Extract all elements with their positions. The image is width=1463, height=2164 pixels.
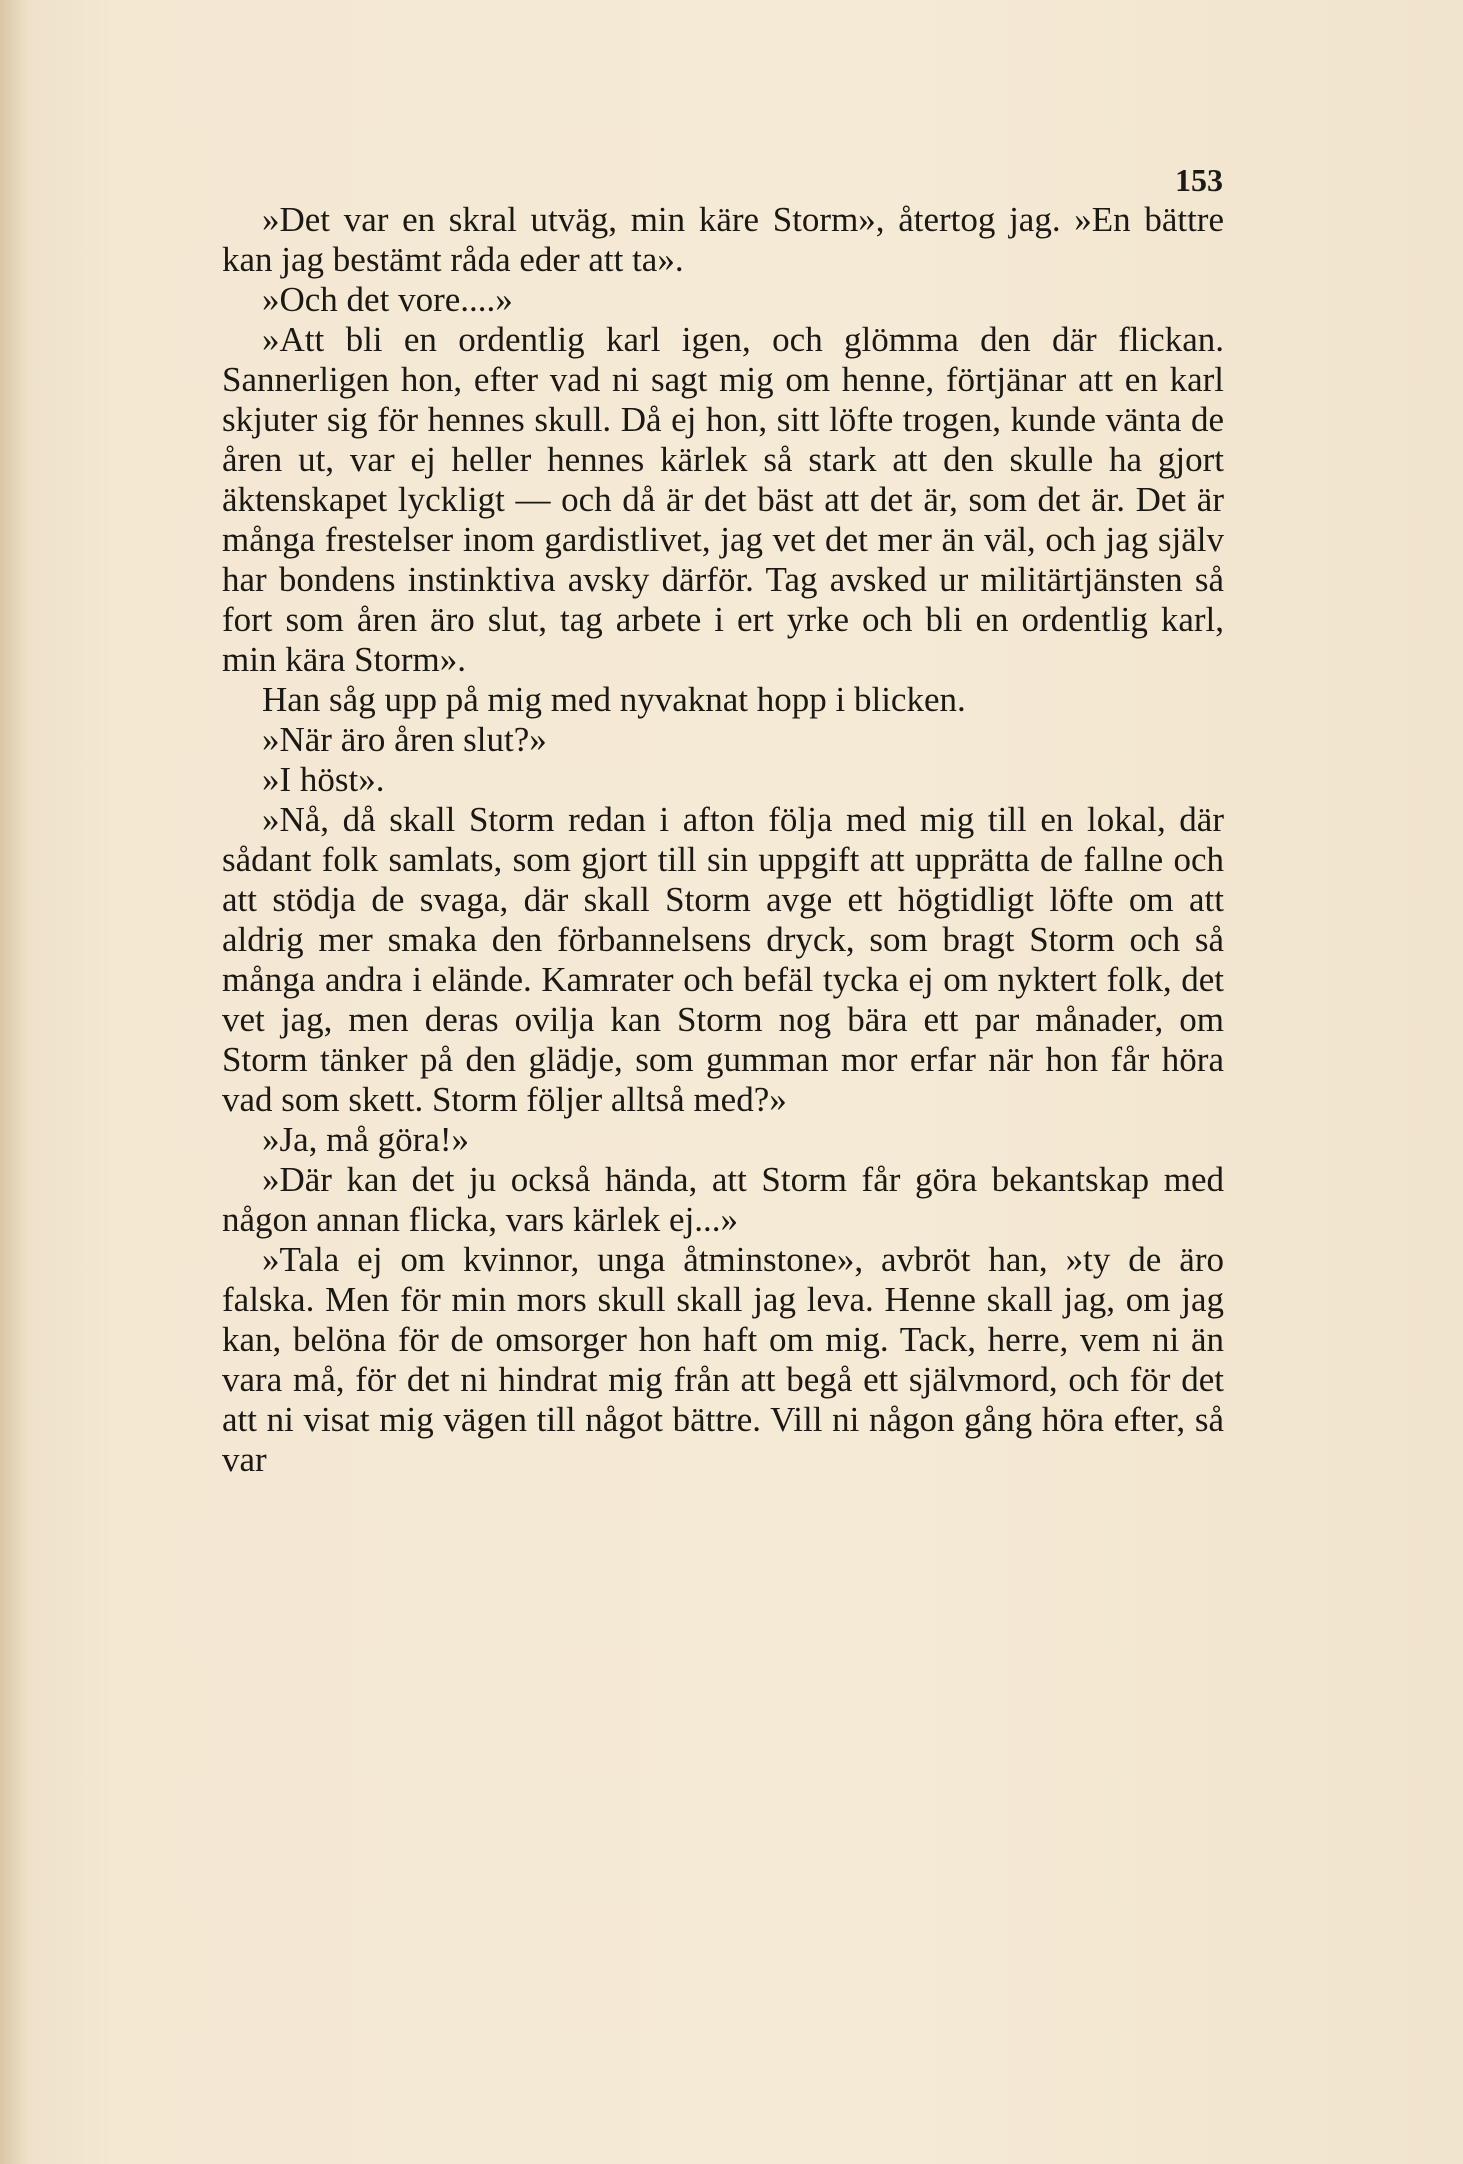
body-text <box>222 200 1224 1480</box>
paragraph: »Ja, må göra!» <box>262 1120 470 1159</box>
paragraph: »I höst». <box>262 760 385 799</box>
paragraph: »Där kan det ju också hända, att Storm får göra bekantskap med någon annan flicka, vars kärlek ej...» <box>222 1160 1224 1239</box>
paragraph: »Det var en skral utväg, min käre Storm», återtog jag. »En bättre kan jag bestämt råda eder att ta». <box>222 200 1224 279</box>
paragraph: »Nå, då skall Storm redan i afton följa med mig till en lokal, där sådant folk samlats, som gjort till sin uppgift att upprätta de fallne och att stödja de svaga, där skall Storm avge ett högtidligt löfte om att aldrig mer smaka den förbannelsens dryck, som bragt Storm och så många andra i elände. Kamrater och befäl tycka ej om nyktert folk, det vet jag, men deras ovilja kan Storm nog bära ett par månader, om Storm tänker på den glädje, som gumman mor erfar när hon får höra vad som skett. Storm följer alltså med?» <box>222 800 1224 1119</box>
gutter-shadow <box>0 0 28 2164</box>
paragraph: »Att bli en ordentlig karl igen, och glömma den där flickan. Sannerligen hon, efter vad ni sagt mig om henne, förtjänar att en karl skjuter sig för hennes skull. Då ej hon, sitt löfte trogen, kunde vänta de åren ut, var ej heller hennes kärlek så stark att den skulle ha gjort äktenskapet lyckligt — och då är det bäst att det är, som det är. Det är många frestelser inom gardistlivet, jag vet det mer än väl, och jag själv har bondens instinktiva avsky därför. Tag avsked ur militärtjänsten så fort som åren äro slut, tag arbete i ert yrke och bli en ordentlig karl, min kära Storm». <box>222 320 1224 679</box>
page-number: 153 <box>1175 162 1223 198</box>
paragraph: »Tala ej om kvinnor, unga åtminstone», avbröt han, »ty de äro falska. Men för min mors skull skall jag leva. Henne skall jag, om jag kan, belöna för de omsorger hon haft om mig. Tack, herre, vem ni än vara må, för det ni hindrat mig från att begå ett självmord, och för det att ni visat mig vägen till något bättre. Vill ni någon gång höra efter, så var <box>222 1240 1224 1479</box>
paragraph: »När äro åren slut?» <box>262 720 547 759</box>
paragraph: Han såg upp på mig med nyvaknat hopp i blicken. <box>262 680 966 719</box>
paragraph: »Och det vore....» <box>262 280 513 319</box>
